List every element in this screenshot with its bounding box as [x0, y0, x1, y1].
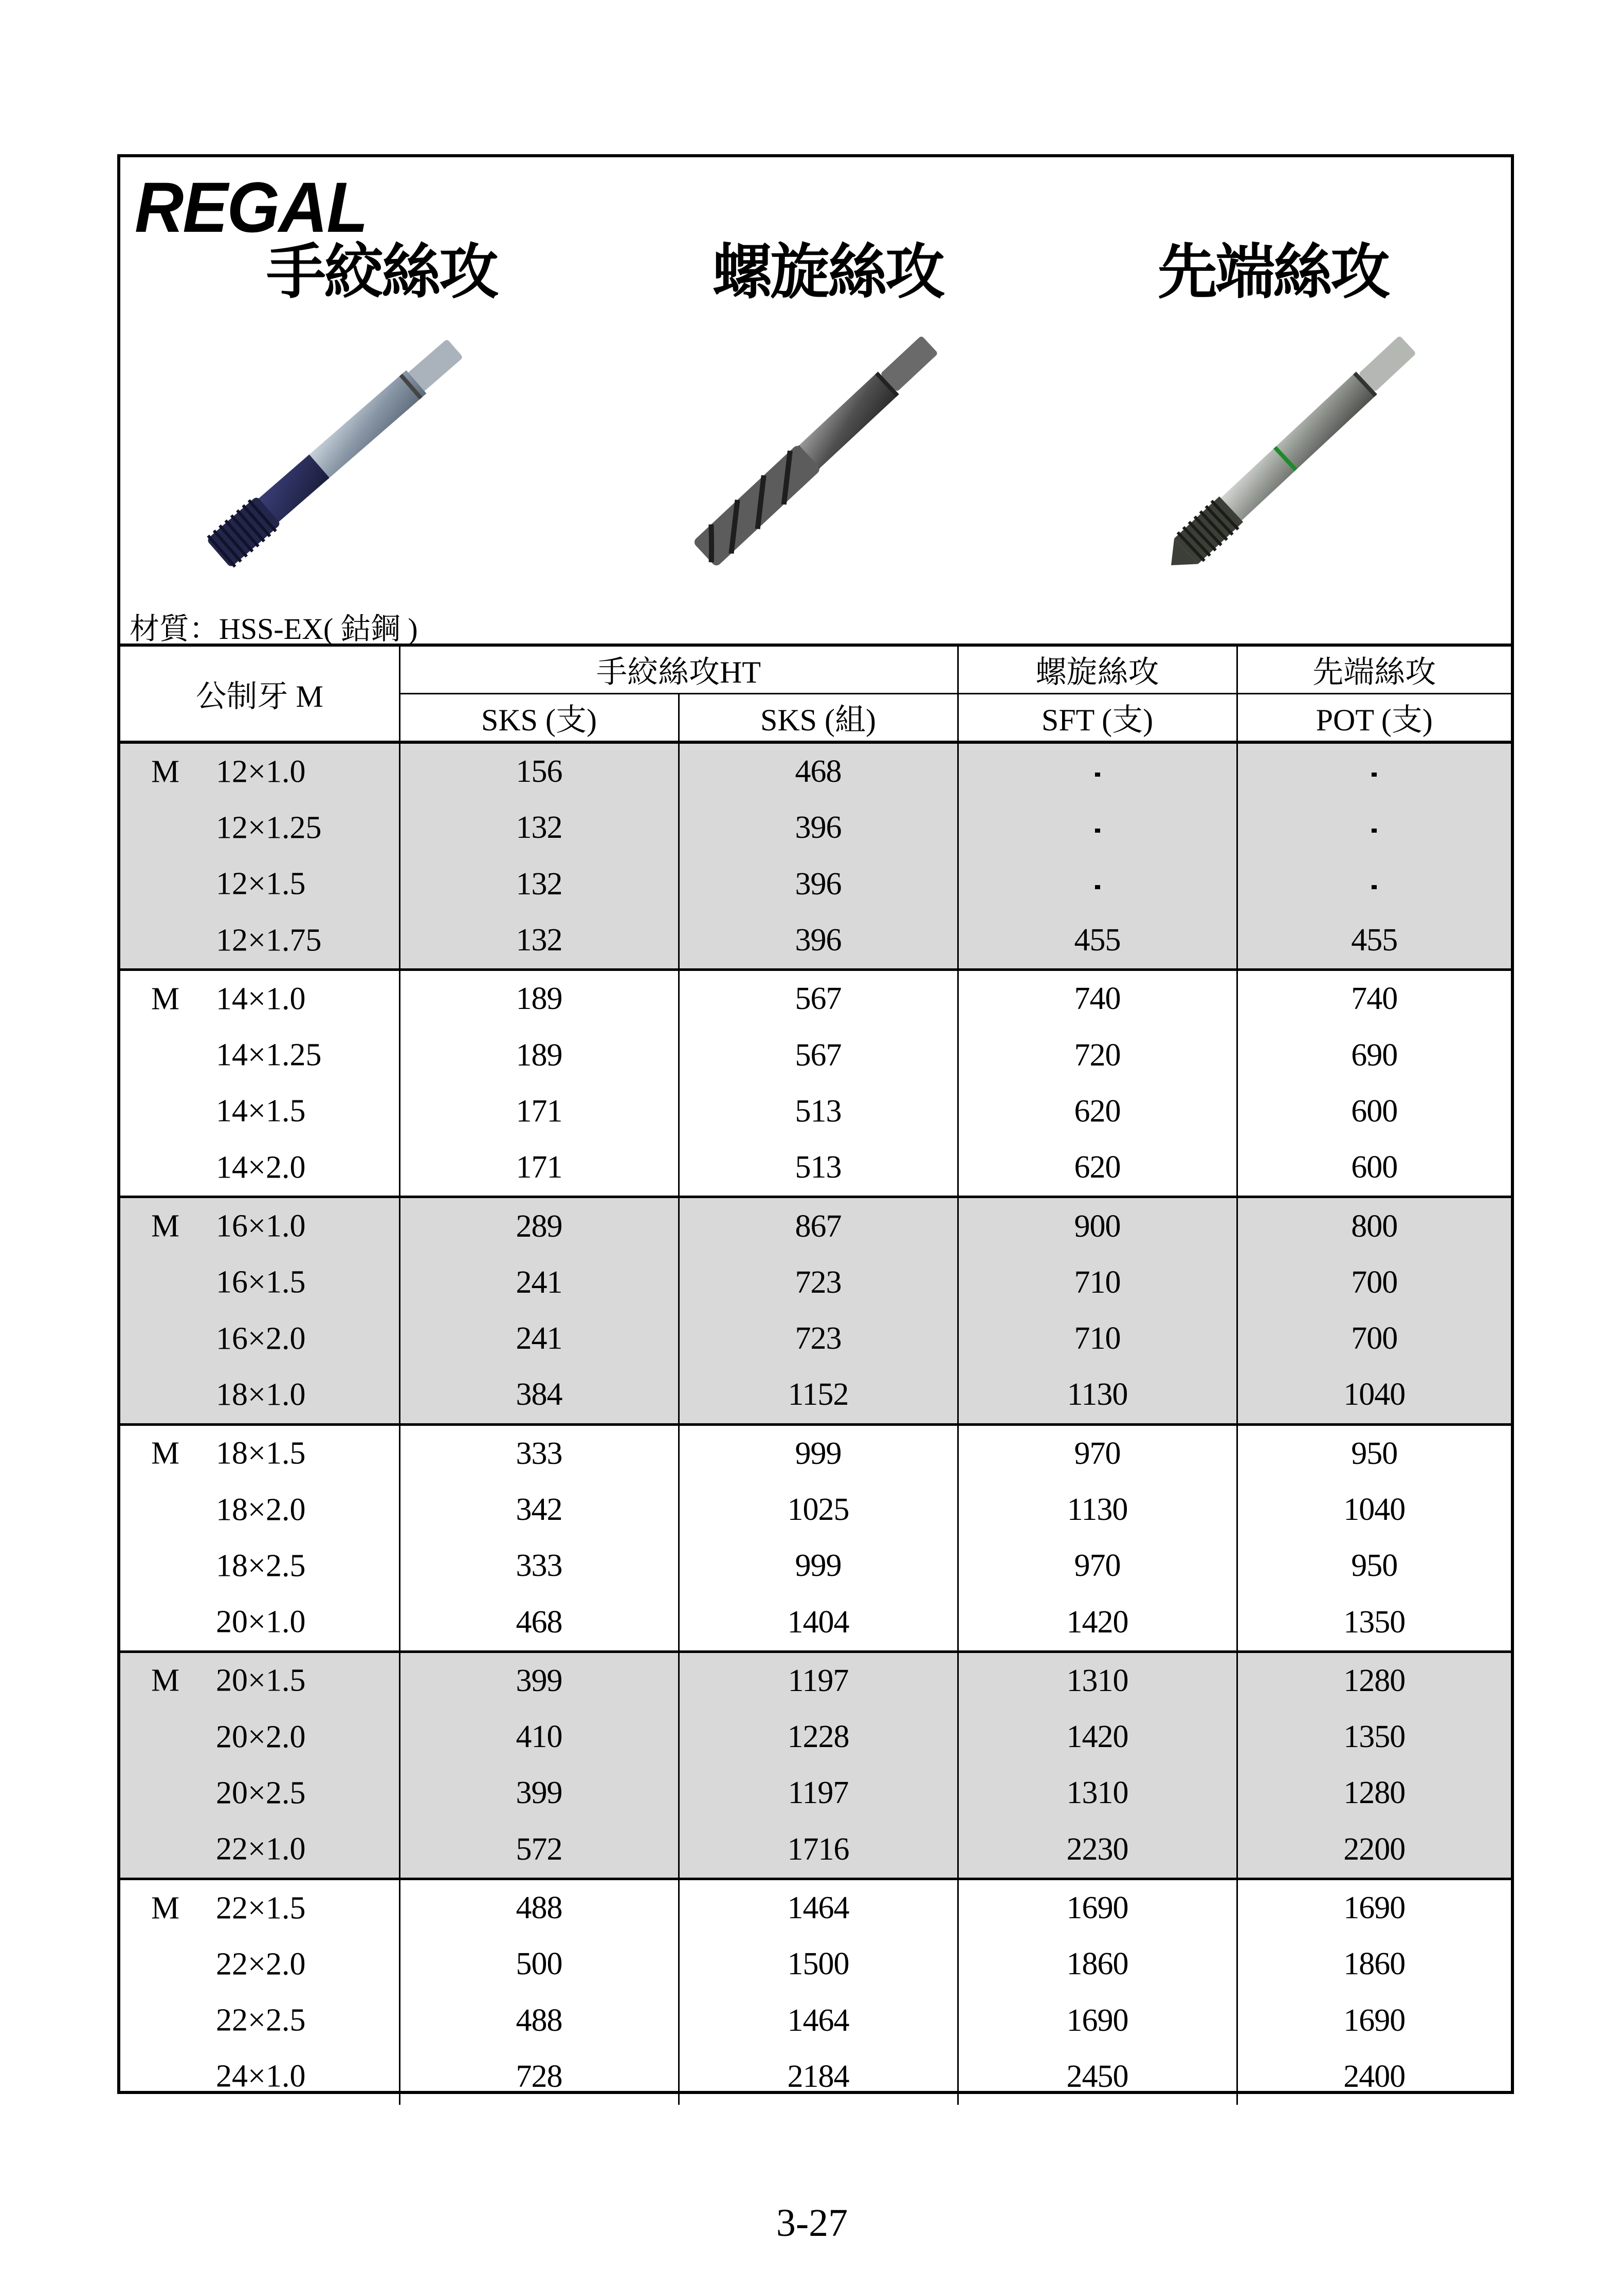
size-cell: [120, 1197, 399, 1255]
table-row: [120, 1311, 1511, 1367]
thread-size: 14×1.5: [216, 1093, 306, 1129]
size-cell: [120, 1765, 399, 1821]
price-cell: 1040: [1237, 1367, 1511, 1424]
price-cell: 2450: [958, 2049, 1237, 2105]
price-cell: 455: [958, 912, 1237, 970]
thread-size: 14×1.0: [216, 981, 306, 1017]
table-row: [120, 1027, 1511, 1083]
sub-header-sft-piece: SFT (支): [958, 694, 1237, 743]
thread-size: 22×1.5: [216, 1890, 306, 1926]
table-row: [120, 1197, 1511, 1255]
not-available-mark: [1372, 773, 1377, 777]
price-cell: 1025: [679, 1482, 958, 1538]
price-cell: 800: [1237, 1197, 1511, 1255]
price-cell: 2230: [958, 1822, 1237, 1879]
thread-size: 20×2.0: [216, 1719, 306, 1755]
thread-size: 12×1.75: [216, 923, 322, 958]
price-cell: 1716: [679, 1822, 958, 1879]
price-cell: 396: [679, 856, 958, 912]
thread-size: 20×1.5: [216, 1663, 306, 1698]
table-row: [120, 1255, 1511, 1311]
price-cell: 384: [399, 1367, 679, 1424]
size-cell: [120, 1027, 399, 1083]
size-cell: [120, 742, 399, 800]
price-table: [120, 644, 1511, 2105]
thread-size: 16×1.0: [216, 1208, 306, 1244]
size-cell: [120, 1538, 399, 1594]
price-cell: 241: [399, 1311, 679, 1367]
product-title-point-tap: 先端絲攻: [1158, 237, 1388, 307]
price-cell: [1237, 800, 1511, 856]
price-cell: 1228: [679, 1709, 958, 1765]
price-cell: [958, 856, 1237, 912]
price-cell: 1690: [1237, 1993, 1511, 2049]
price-cell: 1464: [679, 1993, 958, 2049]
size-cell: [120, 1594, 399, 1651]
thread-size: 14×1.25: [216, 1037, 322, 1073]
price-cell: 488: [399, 1993, 679, 2049]
price-cell: 1130: [958, 1482, 1237, 1538]
price-cell: 189: [399, 1027, 679, 1083]
price-cell: 999: [679, 1424, 958, 1482]
price-cell: 572: [399, 1822, 679, 1879]
table-row: [120, 1879, 1511, 1936]
size-cell: [120, 1879, 399, 1936]
not-available-mark: [1095, 885, 1100, 889]
size-cell: [120, 800, 399, 856]
size-cell: [120, 912, 399, 970]
thread-size: 18×2.0: [216, 1492, 306, 1527]
sub-header-sks-piece: SKS (支): [399, 694, 679, 743]
table-row: [120, 1367, 1511, 1424]
table-row: [120, 1993, 1511, 2049]
price-cell: 1404: [679, 1594, 958, 1651]
price-cell: 2400: [1237, 2049, 1511, 2105]
thread-size: 12×1.0: [216, 754, 306, 789]
thread-size: 22×2.0: [216, 1946, 306, 1982]
brand-logo: REGAL: [135, 168, 367, 247]
price-cell: 1500: [679, 1936, 958, 1992]
price-cell: 720: [958, 1027, 1237, 1083]
table-row: [120, 800, 1511, 856]
table-row: [120, 2049, 1511, 2105]
price-cell: 690: [1237, 1027, 1511, 1083]
price-cell: 728: [399, 2049, 679, 2105]
price-cell: 1197: [679, 1765, 958, 1821]
group-header-spiral-tap: 螺旋絲攻: [958, 645, 1237, 694]
table-row: [120, 1594, 1511, 1651]
thread-size: 16×1.5: [216, 1264, 306, 1300]
material-label: 材質：HSS-EX( 鈷鋼 ): [130, 612, 418, 646]
price-cell: 620: [958, 1083, 1237, 1140]
price-cell: 567: [679, 1027, 958, 1083]
price-cell: 1197: [679, 1651, 958, 1709]
price-cell: 950: [1237, 1538, 1511, 1594]
hand-tap-icon: [172, 299, 521, 586]
table-row: [120, 912, 1511, 970]
size-cell: [120, 1424, 399, 1482]
price-cell: 468: [399, 1594, 679, 1651]
size-cell: [120, 1709, 399, 1765]
thread-size: 18×1.5: [216, 1436, 306, 1471]
table-row: [120, 1822, 1511, 1879]
thread-prefix: M: [151, 981, 180, 1017]
product-title-spiral-tap: 螺旋絲攻: [713, 237, 943, 307]
size-cell: [120, 1140, 399, 1197]
price-table-body: [120, 742, 1511, 2105]
price-cell: 156: [399, 742, 679, 800]
price-cell: 1310: [958, 1765, 1237, 1821]
thread-size: 22×2.5: [216, 2003, 306, 2038]
table-row: [120, 1538, 1511, 1594]
size-cell: [120, 856, 399, 912]
price-cell: 900: [958, 1197, 1237, 1255]
price-cell: 333: [399, 1424, 679, 1482]
price-cell: 1280: [1237, 1651, 1511, 1709]
price-cell: 700: [1237, 1255, 1511, 1311]
price-cell: 396: [679, 912, 958, 970]
price-cell: 1350: [1237, 1709, 1511, 1765]
price-cell: 1860: [1237, 1936, 1511, 1992]
size-cell: [120, 1822, 399, 1879]
size-cell: [120, 1367, 399, 1424]
thread-size: 20×2.5: [216, 1775, 306, 1811]
price-cell: [958, 742, 1237, 800]
sub-header-pot-piece: POT (支): [1237, 694, 1511, 743]
table-row: [120, 742, 1511, 800]
not-available-mark: [1095, 829, 1100, 833]
table-row: [120, 1140, 1511, 1197]
thread-size: 22×1.0: [216, 1831, 306, 1867]
price-cell: 399: [399, 1765, 679, 1821]
product-title-hand-tap: 手絞絲攻: [266, 237, 497, 307]
price-cell: [958, 800, 1237, 856]
price-cell: [1237, 856, 1511, 912]
price-cell: 723: [679, 1255, 958, 1311]
price-cell: 241: [399, 1255, 679, 1311]
size-cell: [120, 1936, 399, 1992]
price-cell: 1350: [1237, 1594, 1511, 1651]
price-cell: 468: [679, 742, 958, 800]
not-available-mark: [1372, 885, 1377, 889]
price-cell: 1420: [958, 1594, 1237, 1651]
price-cell: [1237, 742, 1511, 800]
thread-prefix: M: [151, 1663, 180, 1698]
price-cell: 289: [399, 1197, 679, 1255]
price-cell: 710: [958, 1311, 1237, 1367]
price-cell: 970: [958, 1538, 1237, 1594]
price-cell: 1860: [958, 1936, 1237, 1992]
price-cell: 1690: [958, 1993, 1237, 2049]
price-cell: 333: [399, 1538, 679, 1594]
size-cell: [120, 2049, 399, 2105]
price-cell: 1310: [958, 1651, 1237, 1709]
price-cell: 513: [679, 1083, 958, 1140]
thread-size: 12×1.5: [216, 866, 306, 902]
price-cell: 620: [958, 1140, 1237, 1197]
table-row: [120, 856, 1511, 912]
size-cell: [120, 970, 399, 1027]
price-cell: 455: [1237, 912, 1511, 970]
price-cell: 2200: [1237, 1822, 1511, 1879]
size-cell: [120, 1993, 399, 2049]
price-cell: 1464: [679, 1879, 958, 1936]
page-number: 3-27: [776, 2201, 848, 2245]
price-cell: 600: [1237, 1083, 1511, 1140]
price-cell: 488: [399, 1879, 679, 1936]
price-cell: 1690: [958, 1879, 1237, 1936]
size-header: 公制牙 M: [120, 645, 399, 742]
thread-size: 18×2.5: [216, 1548, 306, 1584]
table-row: [120, 1651, 1511, 1709]
price-cell: 600: [1237, 1140, 1511, 1197]
price-cell: 723: [679, 1311, 958, 1367]
thread-size: 12×1.25: [216, 810, 322, 846]
price-cell: 132: [399, 912, 679, 970]
price-cell: 1152: [679, 1367, 958, 1424]
table-row: [120, 1936, 1511, 1992]
not-available-mark: [1372, 829, 1377, 833]
price-cell: 132: [399, 856, 679, 912]
price-cell: 740: [958, 970, 1237, 1027]
price-cell: 1690: [1237, 1879, 1511, 1936]
group-header-point-tap: 先端絲攻: [1237, 645, 1511, 694]
thread-prefix: M: [151, 1436, 180, 1471]
thread-prefix: M: [151, 754, 180, 789]
price-cell: 710: [958, 1255, 1237, 1311]
not-available-mark: [1095, 773, 1100, 777]
table-row: [120, 1083, 1511, 1140]
price-cell: 1130: [958, 1367, 1237, 1424]
price-cell: 171: [399, 1083, 679, 1140]
table-row: [120, 1765, 1511, 1821]
thread-size: 16×2.0: [216, 1321, 306, 1356]
size-cell: [120, 1255, 399, 1311]
table-row: [120, 1709, 1511, 1765]
thread-size: 24×1.0: [216, 2059, 306, 2094]
table-row: [120, 1482, 1511, 1538]
price-cell: 189: [399, 970, 679, 1027]
size-cell: [120, 1311, 399, 1367]
price-cell: 513: [679, 1140, 958, 1197]
group-header-hand-tap: 手絞絲攻HT: [399, 645, 958, 694]
price-cell: 867: [679, 1197, 958, 1255]
price-cell: 740: [1237, 970, 1511, 1027]
thread-prefix: M: [151, 1890, 180, 1926]
thread-size: 14×2.0: [216, 1150, 306, 1185]
price-cell: 1040: [1237, 1482, 1511, 1538]
price-cell: 342: [399, 1482, 679, 1538]
size-cell: [120, 1083, 399, 1140]
price-cell: 950: [1237, 1424, 1511, 1482]
price-cell: 700: [1237, 1311, 1511, 1367]
price-cell: 171: [399, 1140, 679, 1197]
thread-prefix: M: [151, 1208, 180, 1244]
price-cell: 132: [399, 800, 679, 856]
price-cell: 1280: [1237, 1765, 1511, 1821]
catalog-frame: [117, 154, 1514, 2094]
thread-size: 18×1.0: [216, 1377, 306, 1412]
price-cell: 410: [399, 1709, 679, 1765]
price-cell: 567: [679, 970, 958, 1027]
price-cell: 970: [958, 1424, 1237, 1482]
thread-size: 20×1.0: [216, 1604, 306, 1640]
table-row: [120, 1424, 1511, 1482]
price-cell: 2184: [679, 2049, 958, 2105]
size-cell: [120, 1482, 399, 1538]
size-cell: [120, 1651, 399, 1709]
spiral-tap-icon: [650, 299, 999, 586]
price-cell: 396: [679, 800, 958, 856]
table-row: [120, 970, 1511, 1027]
sub-header-sks-set: SKS (組): [679, 694, 958, 743]
point-tap-icon: [1128, 299, 1477, 586]
price-cell: 999: [679, 1538, 958, 1594]
price-cell: 500: [399, 1936, 679, 1992]
price-cell: 1420: [958, 1709, 1237, 1765]
price-cell: 399: [399, 1651, 679, 1709]
